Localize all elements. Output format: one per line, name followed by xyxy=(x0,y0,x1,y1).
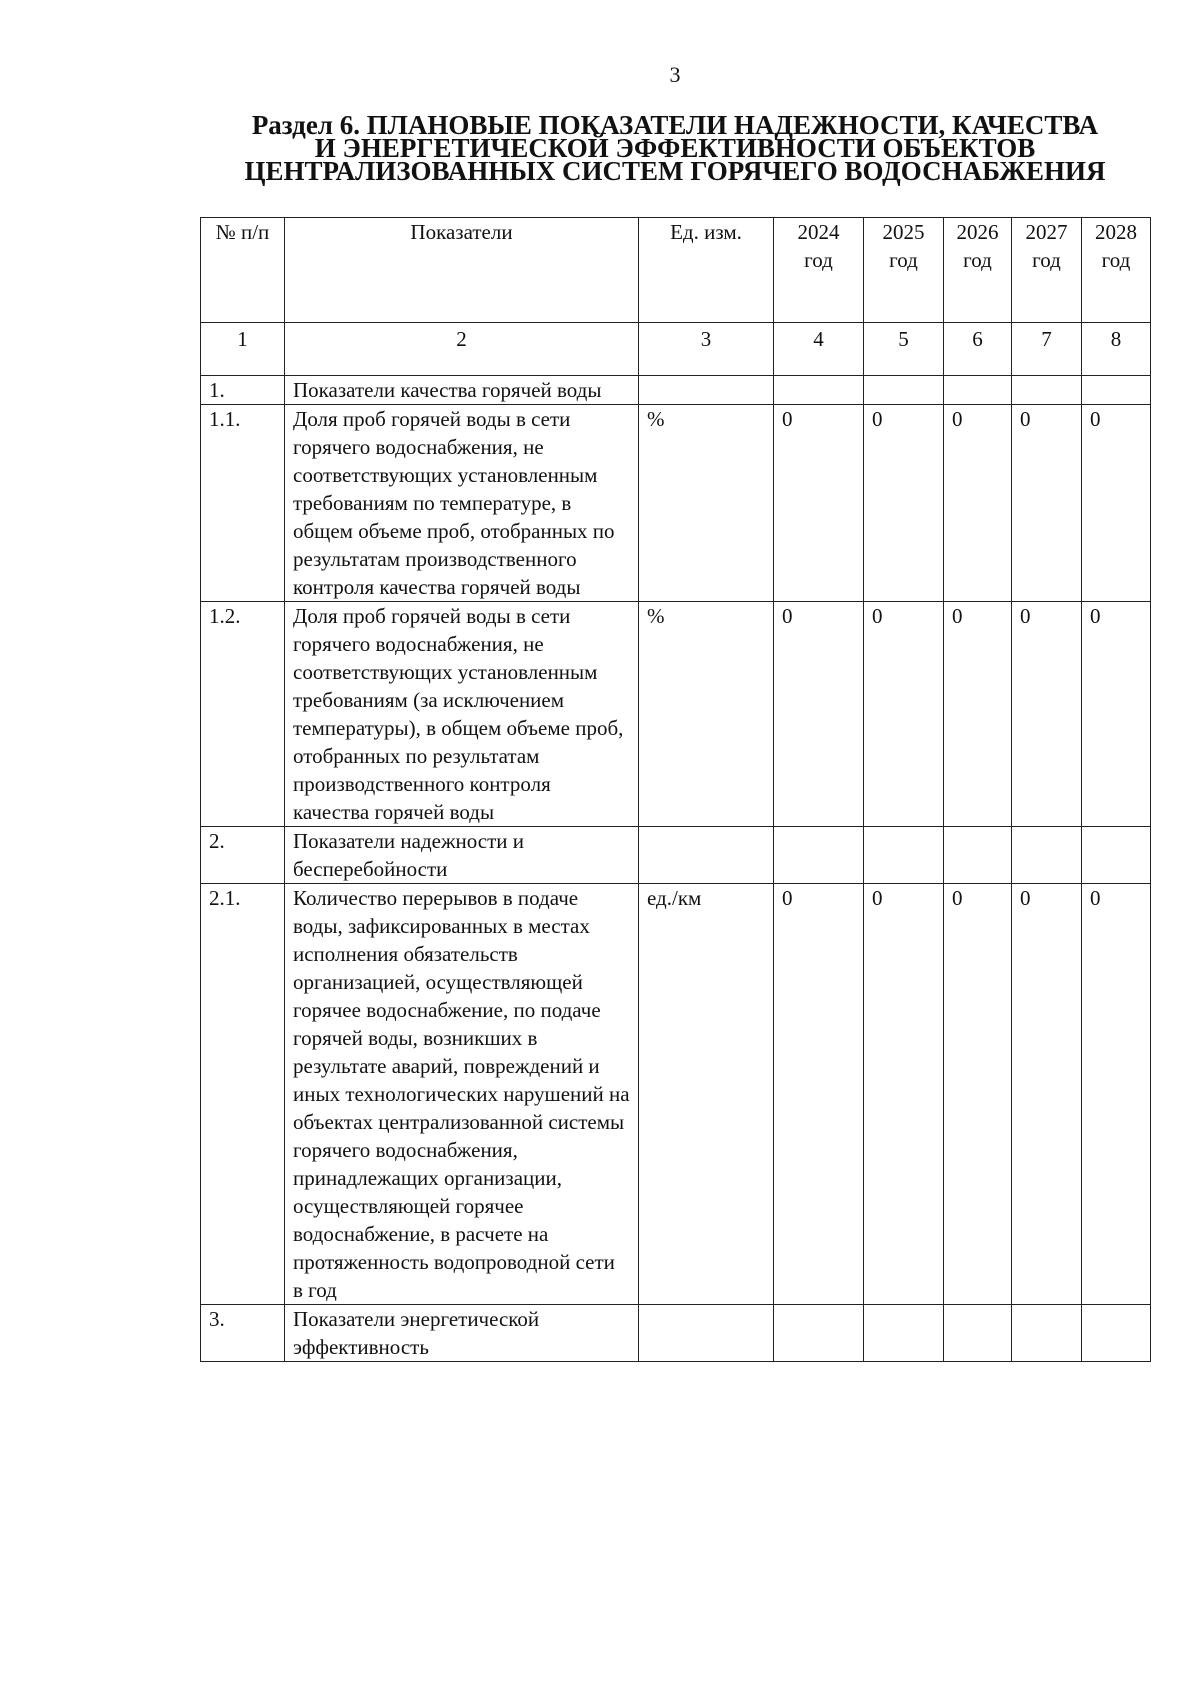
row-indicator: Показатели энергетической эффективность xyxy=(285,1305,639,1362)
table-header-row xyxy=(201,218,1151,323)
column-numbers-row xyxy=(201,323,1151,376)
header-unit: Ед. изм. xyxy=(639,218,774,323)
row-num: 2. xyxy=(201,827,285,884)
row-value-2028: 0 xyxy=(1082,602,1151,827)
heading-line-1: Раздел 6. ПЛАНОВЫЕ ПОКАЗАТЕЛИ НАДЕЖНОСТИ, КАЧЕСТВА xyxy=(251,110,1099,140)
row-indicator: Количество перерывов в подаче воды, зафиксированных в местах исполнения обязательств организацией, осуществляющей горячее водоснабжение, по подаче горячей воды, возникших в результате аварий, повреждений и иных технологических нарушений на объектах централизованной системы горячего водоснабжения, принадлежащих организации, осуществляющей горячее водоснабжение, в расчете на протяженность водопроводной сети в год xyxy=(285,884,639,1305)
row-value-2026 xyxy=(944,827,1012,884)
column-number: 5 xyxy=(864,323,944,376)
row-num: 1.2. xyxy=(201,602,285,827)
table-row-2-1 xyxy=(201,884,1151,1305)
table-row-1 xyxy=(201,376,1151,405)
column-number: 4 xyxy=(774,323,864,376)
row-unit xyxy=(639,1305,774,1362)
row-value-2025 xyxy=(864,827,944,884)
row-unit xyxy=(639,376,774,405)
row-value-2028 xyxy=(1082,1305,1151,1362)
row-value-2025: 0 xyxy=(864,884,944,1305)
table-row-2 xyxy=(201,827,1151,884)
row-value-2025 xyxy=(864,1305,944,1362)
row-value-2024 xyxy=(774,1305,864,1362)
row-indicator: Показатели качества горячей воды xyxy=(285,376,639,405)
row-value-2027 xyxy=(1012,376,1082,405)
row-value-2026: 0 xyxy=(944,602,1012,827)
row-value-2026 xyxy=(944,376,1012,405)
row-value-2027: 0 xyxy=(1012,884,1082,1305)
table-row-1-2 xyxy=(201,602,1151,827)
row-value-2025: 0 xyxy=(864,602,944,827)
heading-line-3: ЦЕНТРАЛИЗОВАННЫХ СИСТЕМ ГОРЯЧЕГО ВОДОСНАБЖЕНИЯ xyxy=(244,156,1106,186)
row-value-2027: 0 xyxy=(1012,405,1082,602)
section-heading xyxy=(200,110,1150,186)
column-number: 7 xyxy=(1012,323,1082,376)
row-num: 2.1. xyxy=(201,884,285,1305)
row-value-2028 xyxy=(1082,827,1151,884)
row-unit: ед./км xyxy=(639,884,774,1305)
header-num: № п/п xyxy=(201,218,285,323)
table-row-3 xyxy=(201,1305,1151,1362)
row-value-2027: 0 xyxy=(1012,602,1082,827)
row-indicator: Доля проб горячей воды в сети горячего водоснабжения, не соответствующих установленным требованиям по температуре, в общем объеме проб, отобранных по результатам производственного контроля качества горячей воды xyxy=(285,405,639,602)
row-num: 1. xyxy=(201,376,285,405)
indicators-table xyxy=(200,217,1151,1362)
column-number: 6 xyxy=(944,323,1012,376)
row-value-2024: 0 xyxy=(774,405,864,602)
row-indicator: Показатели надежности и бесперебойности xyxy=(285,827,639,884)
row-indicator: Доля проб горячей воды в сети горячего водоснабжения, не соответствующих установленным требованиям (за исключением температуры), в общем объеме проб, отобранных по результатам производственного контроля качества горячей воды xyxy=(285,602,639,827)
row-unit xyxy=(639,827,774,884)
header-year-2028: 2028 год xyxy=(1082,218,1151,323)
row-value-2026 xyxy=(944,1305,1012,1362)
page-number: 3 xyxy=(669,62,681,87)
row-value-2025: 0 xyxy=(864,405,944,602)
row-value-2028 xyxy=(1082,376,1151,405)
header-year-2027: 2027 год xyxy=(1012,218,1082,323)
row-value-2024 xyxy=(774,827,864,884)
header-indicator: Показатели xyxy=(285,218,639,323)
heading-line-2: И ЭНЕРГЕТИЧЕСКОЙ ЭФФЕКТИВНОСТИ ОБЪЕКТОВ xyxy=(314,133,1036,163)
row-value-2024: 0 xyxy=(774,884,864,1305)
row-unit: % xyxy=(639,602,774,827)
row-num: 3. xyxy=(201,1305,285,1362)
header-year-2026: 2026 год xyxy=(944,218,1012,323)
header-year-2025: 2025 год xyxy=(864,218,944,323)
row-num: 1.1. xyxy=(201,405,285,602)
row-value-2027 xyxy=(1012,1305,1082,1362)
row-value-2026: 0 xyxy=(944,884,1012,1305)
column-number: 3 xyxy=(639,323,774,376)
row-unit: % xyxy=(639,405,774,602)
row-value-2027 xyxy=(1012,827,1082,884)
row-value-2028: 0 xyxy=(1082,405,1151,602)
column-number: 8 xyxy=(1082,323,1151,376)
row-value-2024 xyxy=(774,376,864,405)
column-number: 1 xyxy=(201,323,285,376)
column-number: 2 xyxy=(285,323,639,376)
table-row-1-1 xyxy=(201,405,1151,602)
header-year-2024: 2024 год xyxy=(774,218,864,323)
row-value-2025 xyxy=(864,376,944,405)
row-value-2026: 0 xyxy=(944,405,1012,602)
row-value-2024: 0 xyxy=(774,602,864,827)
row-value-2028: 0 xyxy=(1082,884,1151,1305)
